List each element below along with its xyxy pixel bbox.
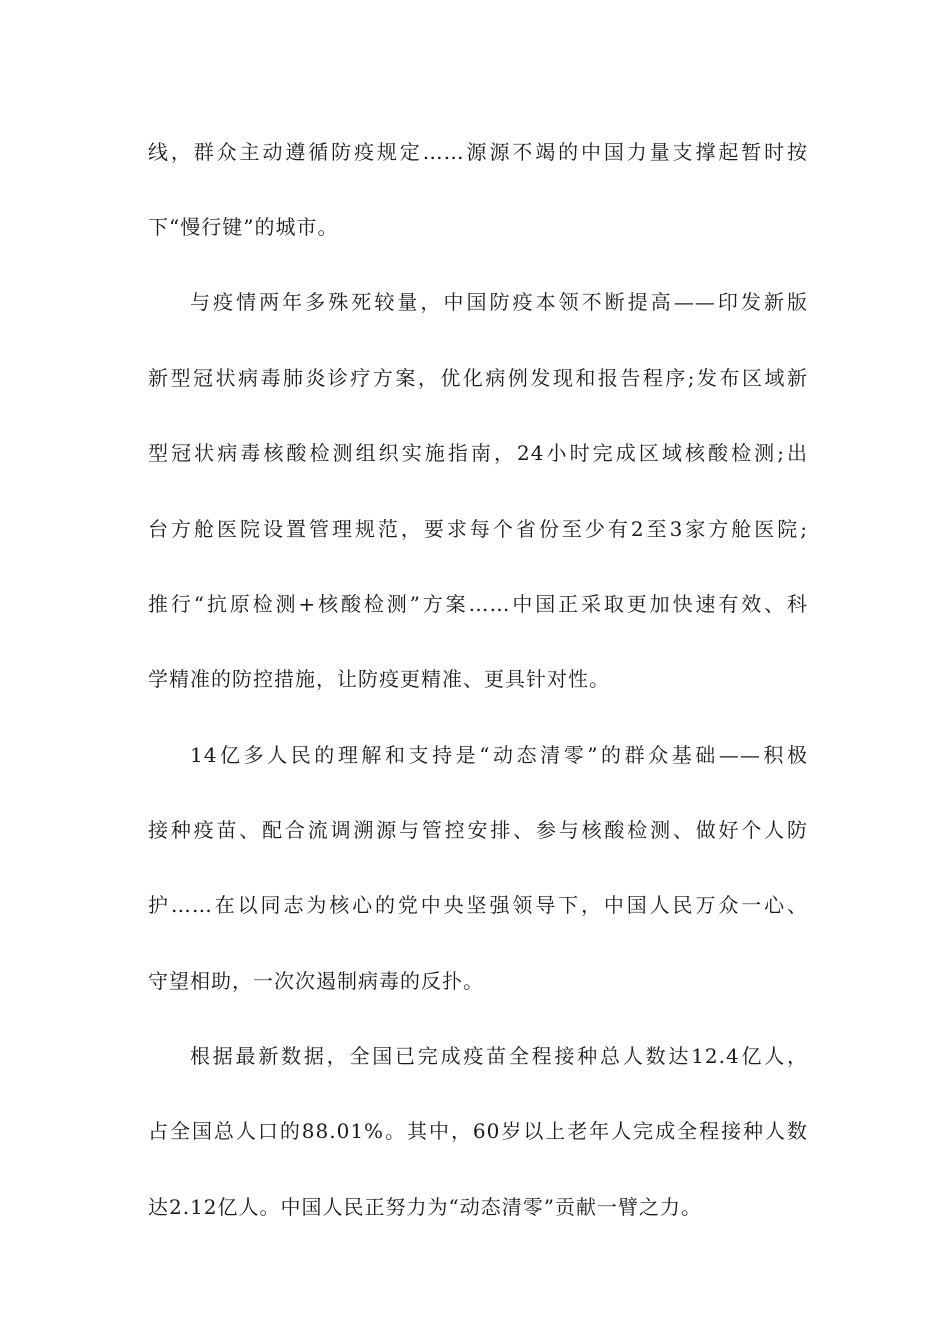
- text-line: 推行“抗原检测+核酸检测”方案……中国正采取更加快速有效、科: [148, 592, 808, 616]
- text-line: 接种疫苗、配合流调溯源与管控安排、参与核酸检测、做好个人防: [148, 818, 808, 842]
- text-line: 型冠状病毒核酸检测组织实施指南，24小时完成区域核酸检测;出: [148, 441, 808, 465]
- paragraph-first-line: 根据最新数据，全国已完成疫苗全程接种总人数达12.4亿人，: [190, 1044, 808, 1068]
- text-line: 台方舱医院设置管理规范，要求每个省份至少有2至3家方舱医院;: [148, 517, 808, 541]
- text-line: 下“慢行键”的城市。: [148, 215, 339, 239]
- text-line: 守望相助，一次次遏制病毒的反扑。: [148, 969, 484, 993]
- text-line: 占全国总人口的88.01%。其中，60岁以上老年人完成全程接种人数: [148, 1119, 808, 1143]
- paragraph-first-line: 14亿多人民的理解和支持是“动态清零”的群众基础——积极: [190, 743, 808, 767]
- text-line: 线，群众主动遵循防疫规定……源源不竭的中国力量支撑起暂时按: [148, 140, 808, 164]
- text-line: 护……在以同志为核心的党中央坚强领导下，中国人民万众一心、: [148, 893, 808, 917]
- text-line: 新型冠状病毒肺炎诊疗方案，优化病例发现和报告程序;发布区域新: [148, 366, 808, 390]
- paragraph-first-line: 与疫情两年多殊死较量，中国防疫本领不断提高——印发新版: [190, 290, 808, 314]
- text-line: 学精准的防控措施，让防疫更精准、更具针对性。: [148, 667, 610, 691]
- text-line: 达2.12亿人。中国人民正努力为“动态清零”贡献一臂之力。: [148, 1195, 702, 1219]
